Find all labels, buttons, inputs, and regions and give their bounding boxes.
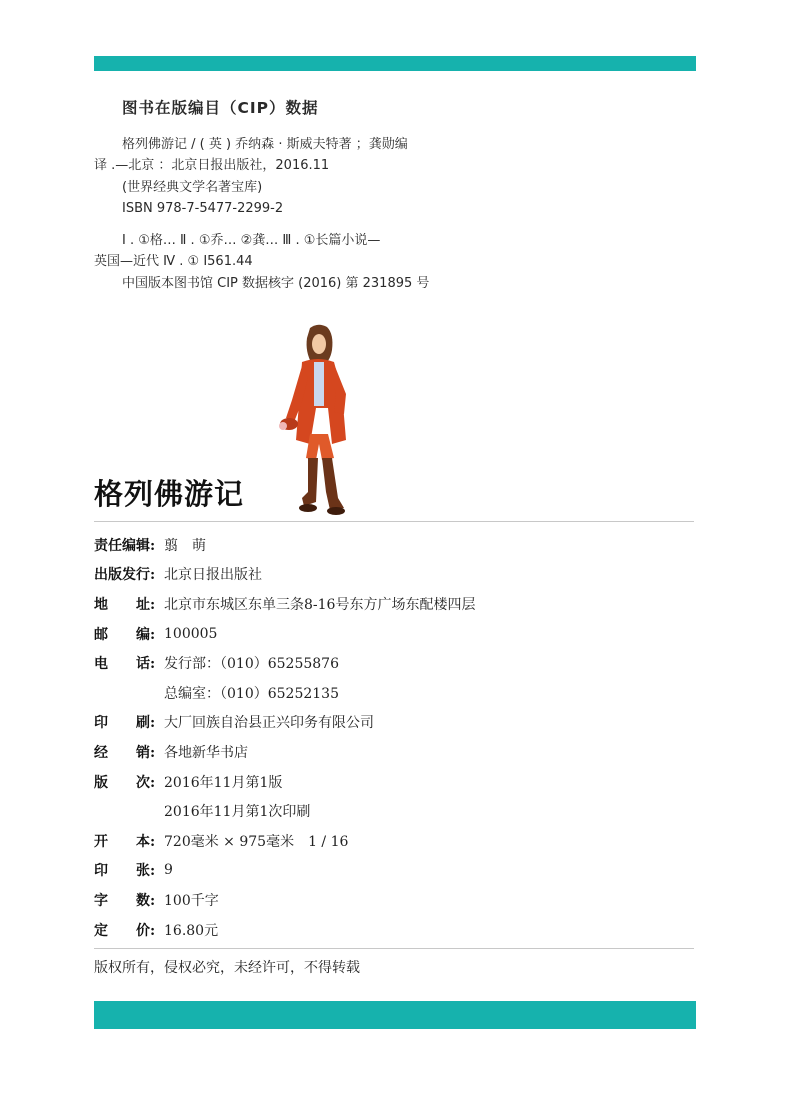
bottom-accent-bar	[94, 1001, 696, 1029]
info-label: 印 刷:	[94, 715, 156, 732]
info-row	[94, 796, 475, 826]
info-label: 经 销:	[94, 744, 156, 761]
cip-line: 英国—近代 Ⅳ . ① I561.44	[94, 254, 253, 269]
info-label: 电 话:	[94, 656, 156, 673]
info-value: 北京市东城区东单三条8-16号东方广场东配楼四层	[164, 596, 476, 613]
info-label: 印 张:	[94, 863, 156, 880]
info-row	[94, 678, 475, 708]
info-value: 各地新华书店	[164, 744, 248, 761]
info-row	[94, 530, 475, 560]
info-row	[94, 885, 475, 915]
info-value: 总编室：（010）65252135	[164, 685, 339, 702]
cip-line: ISBN 978-7-5477-2299-2	[122, 201, 284, 216]
info-value: 发行部：（010）65255876	[164, 656, 339, 673]
cip-heading: 图书在版编目（CIP）数据	[122, 99, 319, 117]
info-value: 2016年11月第1版	[164, 774, 283, 791]
info-label: 版 次:	[94, 774, 156, 791]
cip-line: 格列佛游记 / ( 英 ) 乔纳森 · 斯威夫特著 ；龚勋编	[122, 136, 408, 152]
info-row	[94, 737, 475, 767]
info-value: 100千字	[164, 892, 219, 909]
info-label: 地 址:	[94, 596, 156, 613]
book-title: 格列佛游记	[94, 477, 245, 511]
cip-block	[94, 98, 474, 294]
info-row	[94, 648, 475, 678]
publication-info	[94, 530, 475, 944]
gulliver-illustration	[272, 322, 364, 518]
info-value: 16.80元	[164, 922, 219, 939]
cip-line: Ⅰ . ①格… Ⅱ . ①乔… ②龚… Ⅲ . ①长篇小说—	[122, 232, 381, 248]
info-label: 字 数:	[94, 892, 156, 909]
cip-line: (世界经典文学名著宝库)	[122, 179, 263, 195]
info-row	[94, 915, 475, 945]
info-value: 北京日报出版社	[164, 567, 262, 584]
info-label: 出版发行:	[94, 567, 156, 584]
cip-line: 译 .—北京 ：北京日报出版社，2016.11	[94, 158, 330, 173]
divider	[94, 948, 694, 949]
info-label: 责任编辑:	[94, 537, 156, 554]
info-value: 100005	[164, 625, 218, 642]
info-label: 定 价:	[94, 922, 156, 939]
top-accent-bar	[94, 56, 696, 71]
divider	[94, 521, 694, 522]
info-row	[94, 856, 475, 886]
info-value: 2016年11月第1次印刷	[164, 804, 311, 821]
info-value: 大厂回族自治县正兴印务有限公司	[164, 715, 374, 732]
info-value: 翦 萌	[164, 537, 206, 554]
cip-line: 中国版本图书馆 CIP 数据核字 (2016) 第 231895 号	[122, 275, 430, 291]
info-label: 邮 编:	[94, 626, 156, 643]
info-value: 9	[164, 862, 173, 879]
info-row	[94, 708, 475, 738]
info-row	[94, 589, 475, 619]
info-row	[94, 619, 475, 649]
info-value: 720毫米 × 975毫米 1 / 16	[164, 833, 349, 850]
info-row	[94, 767, 475, 797]
info-row	[94, 826, 475, 856]
info-row	[94, 560, 475, 590]
info-label: 开 本:	[94, 833, 156, 850]
copyright-notice: 版权所有，侵权必究，未经许可，不得转载	[94, 960, 360, 976]
